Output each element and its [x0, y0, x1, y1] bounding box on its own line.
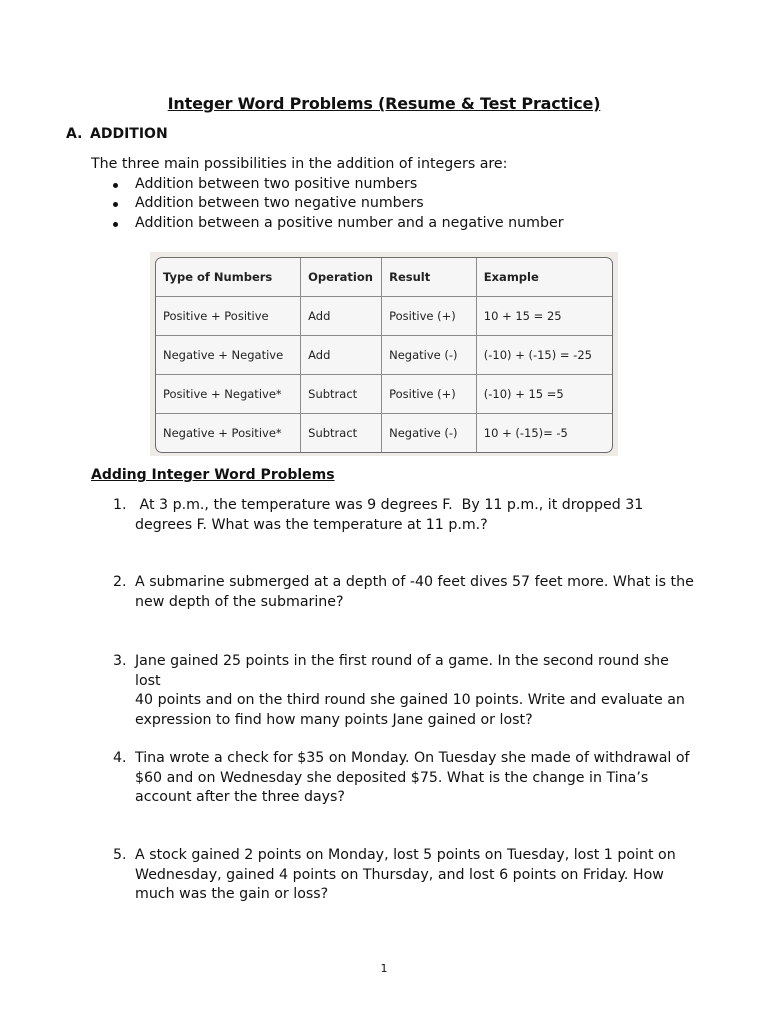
table-cell: Negative (-) [382, 414, 477, 452]
table-cell: Positive (+) [382, 375, 477, 414]
problem-text [135, 496, 695, 535]
problem-line: degrees F. What was the temperature at 11 p.m.? [135, 516, 488, 533]
problem-line: much was the gain or loss? [135, 886, 329, 902]
table-row [156, 297, 612, 336]
table-cell: Positive + Negative* [156, 375, 301, 414]
problem-line: A submarine submerged at a depth of -40 feet dives 57 feet more. What is the [135, 574, 694, 590]
problem-text [135, 846, 695, 905]
problem-number: 3. [113, 653, 127, 669]
section-title: ADDITION [90, 126, 168, 142]
bullet-item [91, 194, 691, 214]
table-cell: Positive (+) [382, 297, 477, 336]
problem-number: 4. [113, 750, 127, 766]
header-result: Result [382, 258, 477, 297]
problem-line: 40 points and on the third round she gained 10 points. Write and evaluate an [135, 692, 685, 708]
problem-number: 2. [113, 574, 127, 590]
table-cell: 10 + (-15)= -5 [483, 426, 568, 440]
problem-text [135, 749, 695, 808]
table-cell: Subtract [301, 414, 382, 452]
table-cell: 10 + 15 = 25 [477, 297, 612, 336]
table-cell: Subtract [301, 375, 382, 414]
header-type: Type of Numbers [156, 258, 301, 297]
problem-line: $60 and on Wednesday she deposited $75. What is the change in Tina’s [135, 769, 649, 786]
problem-text [135, 573, 695, 612]
table-cell: Add [301, 297, 382, 336]
problem-line: expression to find how many points Jane gained or lost? [135, 711, 533, 728]
table-cell: (-10) + 15 =5 [477, 375, 612, 414]
bullet-text: Addition between a positive number and a negative number [135, 214, 564, 231]
problem-line: account after the three days? [135, 789, 345, 805]
problem-number: 5. [113, 847, 127, 863]
operations-table [155, 257, 613, 453]
problem-line: A stock gained 2 points on Monday, lost 5 points on Tuesday, lost 1 point on [135, 847, 676, 863]
page-number: 1 [380, 962, 388, 975]
problem-line: Wednesday, gained 4 points on Thursday, and lost 6 points on Friday. How [135, 866, 664, 883]
section-heading [66, 126, 168, 142]
bullet-list [91, 175, 691, 234]
table-row [156, 375, 612, 414]
table-cell: Positive + Positive [156, 297, 301, 336]
bullet-text: Addition between two positive numbers [135, 175, 418, 192]
document-title: Integer Word Problems (Resume & Test Practice) [167, 94, 601, 113]
table-header-row [156, 258, 612, 297]
bullet-item [91, 214, 691, 234]
subsection-heading: Adding Integer Word Problems [91, 467, 335, 483]
bullet-icon [113, 183, 118, 188]
table-cell: Add [301, 336, 382, 375]
bullet-icon [113, 202, 118, 207]
problem-line: Tina wrote a check for $35 on Monday. On Tuesday she made of withdrawal of [135, 750, 690, 766]
table-cell: Negative + Positive* [156, 414, 301, 452]
problem-text [135, 652, 695, 730]
operations-table-image [150, 252, 618, 456]
section-letter: A. [66, 126, 83, 142]
problem-line: new depth of the submarine? [135, 593, 344, 610]
header-operation: Operation [301, 258, 382, 297]
header-example: Example [477, 258, 612, 297]
bullet-item [91, 175, 691, 195]
problem-number: 1. [113, 497, 127, 513]
table-cell: Negative + Negative [156, 336, 301, 375]
table-row [156, 336, 612, 375]
bullet-icon [113, 222, 118, 227]
table-cell: Negative (-) [382, 336, 477, 375]
intro-block [91, 155, 691, 233]
table-cell: (-10) + (-15) = -25 [477, 336, 612, 375]
problem-line: At 3 p.m., the temperature was 9 degrees F. By 11 p.m., it dropped 31 [135, 497, 644, 513]
bullet-text: Addition between two negative numbers [135, 195, 424, 211]
intro-text: The three main possibilities in the addition of integers are: [91, 156, 508, 172]
problem-line: Jane gained 25 points in the first round of a game. In the second round she lost [135, 653, 669, 689]
table-row [156, 414, 612, 452]
